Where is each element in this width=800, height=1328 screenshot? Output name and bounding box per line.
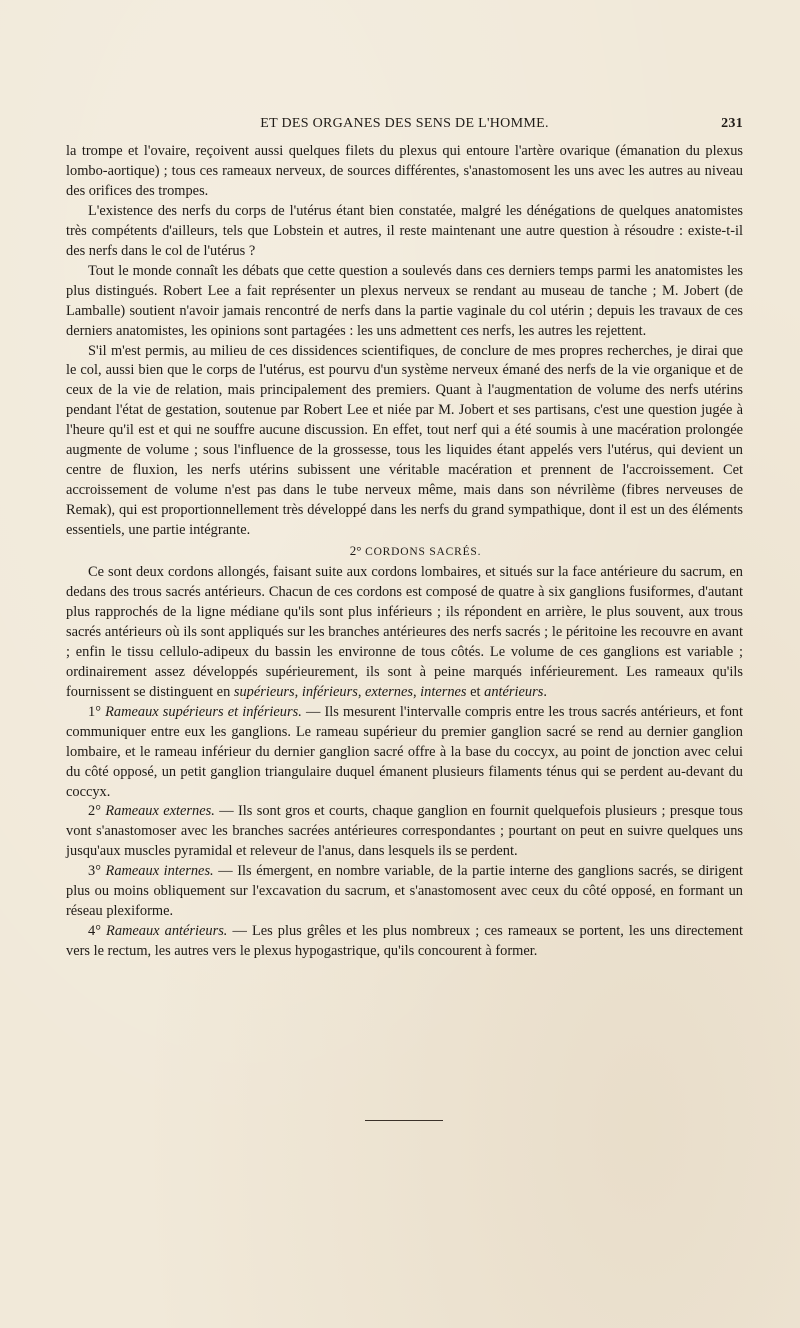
separator-text: et	[466, 683, 485, 700]
paragraph	[66, 862, 743, 922]
separator-text: ,	[294, 683, 302, 700]
paragraph-text: — Ils émergent, en nombre variable, de la partie interne des ganglions sacrés, se dirigent plus ou moins obliquement sur l'excavation du sacrum, et s'anastomosent avec ceux du côté opposé, en formant un réseau plexiforme.	[66, 863, 743, 920]
item-number: 3°	[88, 863, 106, 880]
section-heading	[66, 541, 743, 563]
italic-term: antérieurs	[484, 683, 544, 700]
section-title: CORDONS SACRÉS.	[365, 546, 482, 559]
paragraph-text: — Ils mesurent l'intervalle compris entre les trous sacrés antérieurs, et font communiquer entre eux les ganglions. Le rameau supérieur du premier ganglion sacré se rend au dernier ganglion lombaire, et le rameau inférieur du dernier ganglion sacré offre à la base du coccyx, au point de jonction avec celui du côté opposé, un petit ganglion triangulaire duquel émanent plusieurs filaments ténus qui se perdent au-devant du coccyx.	[66, 703, 743, 800]
paragraph: Tout le monde connaît les débats que cette question a soulevés dans ces derniers temps parmi les anatomistes les plus distingués. Robert Lee a fait représenter un plexus nerveux se rendant au museau de tanche ; M. Jobert (de Lamballe) soutient n'avoir jamais rencontré de nerfs dans la partie vaginale du col utérin ; depuis les travaux de ces derniers anatomistes, les opinions sont partagées : les uns admettent ces nerfs, les autres les rejettent.	[66, 262, 743, 339]
page-number: 231	[721, 116, 743, 131]
separator-text: .	[543, 683, 547, 700]
item-number: 2°	[88, 803, 106, 820]
italic-term: inférieurs	[301, 683, 358, 700]
item-title: Rameaux externes.	[105, 803, 215, 820]
running-head: ET DES ORGANES DES SENS DE L'HOMME.	[260, 116, 549, 131]
paragraph: L'existence des nerfs du corps de l'utérus étant bien constatée, malgré les dénégations de quelques anatomistes très compétents d'ailleurs, tels que Lobstein et autres, il reste maintenant une autre question à résoudre : existe-t-il des nerfs dans le col de l'utérus ?	[66, 202, 743, 259]
section-number: 2°	[349, 543, 362, 559]
separator-text: ,	[412, 683, 421, 700]
paragraph-text: — Les plus grêles et les plus nombreux ; ces rameaux se portent, les uns directement vers le rectum, les autres vers le plexus hypogastrique, qu'ils concourent à former.	[66, 923, 743, 960]
italic-term: supérieurs	[233, 683, 295, 700]
paragraph-text: Ce sont deux cordons allongés, faisant suite aux cordons lombaires, et situés sur la face antérieure du sacrum, en dedans des trous sacrés antérieurs. Chacun de ces cordons est composé de quatre à six ganglions fusiformes, d'autant plus rapprochés de la ligne médiane qu'ils sont plus inférieurs ; ils répondent en arrière, le plus souvent, aux trous sacrés antérieurs où ils sont appliqués sur les branches antérieures des nerfs sacrés ; le péritoine les recouvre en avant ; enfin le tissu cellulo-adipeux du bassin les environne de tous côtés. Le volume de ces ganglions est variable ; ordinairement assez développés supérieurement, ils sont à peine marqués inférieurement. Les rameaux qu'ils fournissent se distinguent en	[66, 564, 743, 700]
paragraph	[66, 703, 743, 803]
paragraph-text: — Ils sont gros et courts, chaque ganglion en fournit quelquefois plusieurs ; presque tous vont s'anastomoser avec les branches sacrées antérieures correspondantes ; pourtant on peut en suivre quelques uns jusqu'aux muscles pyramidal et releveur de l'anus, dans lesquels ils se perdent.	[66, 803, 743, 860]
paragraph: S'il m'est permis, au milieu de ces dissidences scientifiques, de conclure de mes propres recherches, je dirai que le col, aussi bien que le corps de l'utérus, est pourvu d'un système nerveux émané des nerfs de la vie organique et de ceux de la vie de relation, mais principalement des premiers. Quant à l'augmentation de volume des nerfs utérins pendant l'état de gestation, soutenue par Robert Lee et niée par M. Jobert et ses partisans, c'est une question jugée à l'heure qu'il est et qui ne souffre aucune discussion. En effet, tout nerf qui a été soumis à une macération prolongée augmente de volume ; sous l'influence de la grossesse, tous les liquides étant appelés vers l'utérus, qui devient un centre de fluxion, les nerfs utérins subissent une véritable macération et prennent de l'accroissement. Cet accroissement de volume n'est pas dans le tube nerveux même, mais dans son névrilème (fibres nerveuses de Remak), qui est proportionnellement très développé dans les nerfs du grand sympathique, dont il est un des éléments essentiels, une partie intégrante.	[66, 342, 743, 539]
paragraph	[66, 922, 743, 962]
italic-term: internes	[420, 683, 467, 700]
separator-text: ,	[357, 683, 366, 700]
page-header	[66, 114, 743, 136]
end-rule	[365, 1120, 443, 1121]
page-body	[66, 142, 743, 962]
item-title: Rameaux supérieurs et inférieurs.	[105, 703, 302, 720]
paragraph: la trompe et l'ovaire, reçoivent aussi quelques filets du plexus qui entoure l'artère ovarique (émanation du plexus lombo-aortique) ; tous ces rameaux nerveux, de sources différentes, s'anastomosent les uns avec les autres au niveau des orifices des trompes.	[66, 143, 743, 199]
item-number: 1°	[88, 703, 106, 720]
italic-term: externes	[365, 683, 413, 700]
item-number: 4°	[88, 923, 107, 940]
item-title: Rameaux internes.	[105, 863, 214, 880]
paragraph	[66, 802, 743, 862]
paragraph	[66, 563, 743, 703]
item-title: Rameaux antérieurs.	[106, 923, 228, 940]
